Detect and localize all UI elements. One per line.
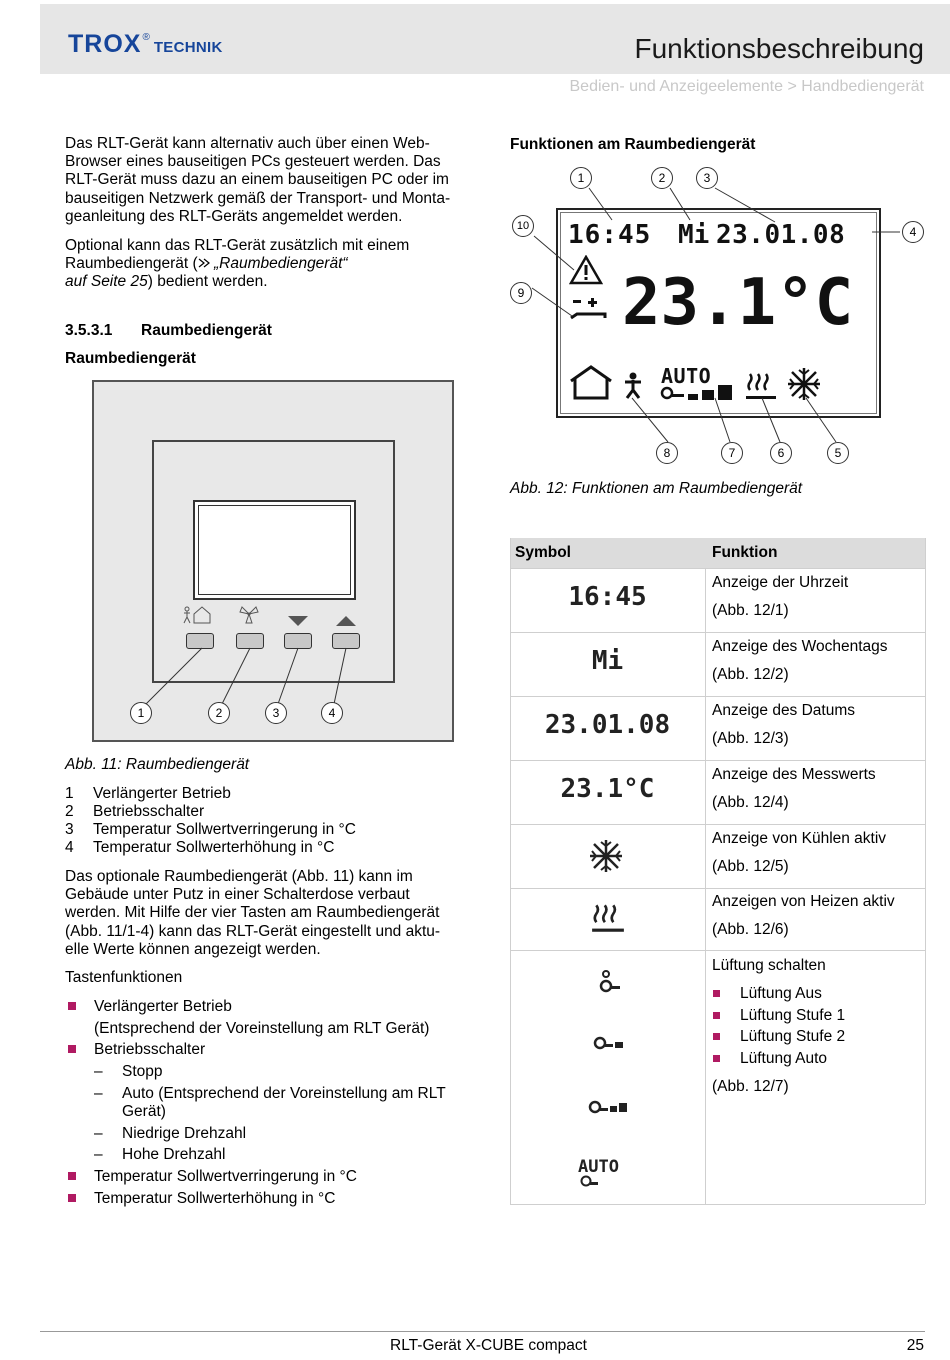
lcd-day: Mi xyxy=(678,220,710,250)
description-line: werden. Mit Hilfe der vier Tasten am Raumbediengerät xyxy=(65,904,440,922)
callout-circle: 1 xyxy=(570,167,592,189)
optional-line-text: Raumbediengerät ( xyxy=(65,255,198,273)
page-reference-link[interactable]: auf Seite 25 xyxy=(65,273,148,291)
symbol-date: 23.01.08 xyxy=(544,710,671,740)
description-line: Das optionale Raumbediengerät (Abb. 11) kann im xyxy=(65,868,413,885)
list-bullet xyxy=(713,990,720,997)
description-line: elle Werte können angezeigt werden. xyxy=(65,940,321,958)
breadcrumb: Bedien- und Anzeigeelemente > Handbediengerät xyxy=(569,78,924,95)
function-reference: (Abb. 12/5) xyxy=(712,858,789,875)
list-bullet xyxy=(68,1002,76,1010)
callout-circle: 7 xyxy=(721,442,743,464)
table-border xyxy=(510,538,511,1204)
function-text: Anzeige von Kühlen aktiv xyxy=(712,830,887,847)
fan-level-1-icon xyxy=(593,1034,627,1052)
device-display-inner xyxy=(198,505,351,595)
dash-text: Hohe Drehzahl xyxy=(122,1146,226,1163)
bullet-text: Temperatur Sollwertverringerung in °C xyxy=(94,1168,357,1185)
list-bullet xyxy=(68,1172,76,1180)
optional-line xyxy=(65,273,490,291)
ventilation-option: Lüftung Stufe 1 xyxy=(740,1007,846,1024)
ventilation-option: Lüftung Auto xyxy=(740,1050,828,1067)
function-text: Anzeigen von Heizen aktiv xyxy=(712,893,895,910)
list-dash: – xyxy=(94,1125,103,1142)
legend-text: Temperatur Sollwertverringerung in °C xyxy=(93,821,356,838)
table-row-divider xyxy=(510,760,925,761)
callout-circle: 3 xyxy=(696,167,718,189)
list-dash: – xyxy=(94,1085,103,1102)
bullet-text: Temperatur Sollwerterhöhung in °C xyxy=(94,1190,336,1207)
optional-paragraph xyxy=(65,237,490,292)
callout-circle: 10 xyxy=(512,215,534,237)
legend-number: 1 xyxy=(65,785,74,802)
optional-line-text: ) bedient werden. xyxy=(147,273,268,291)
function-text: Anzeige des Wochentags xyxy=(712,638,888,655)
callout-circle: 2 xyxy=(651,167,673,189)
lcd-temperature: 23.1°C xyxy=(622,266,854,340)
legend-text: Temperatur Sollwerterhöhung in °C xyxy=(93,839,335,856)
list-bullet xyxy=(68,1045,76,1053)
ventilation-reference: (Abb. 12/7) xyxy=(712,1078,789,1095)
down-arrow-icon xyxy=(286,614,310,628)
callout-circle: 8 xyxy=(656,442,678,464)
intro-line: geanleitung des RLT-Geräts angemeldet werden. xyxy=(65,207,403,225)
figure-heading: Raumbediengerät xyxy=(65,350,196,367)
fan-level-2-icon xyxy=(588,1098,630,1116)
symbol-time: 16:45 xyxy=(568,582,647,612)
legend-text: Verlängerter Betrieb xyxy=(93,785,231,802)
section-heading xyxy=(65,322,272,340)
list-bullet xyxy=(713,1055,720,1062)
table-row-divider xyxy=(510,632,925,633)
table-column-function: Funktion xyxy=(712,544,778,561)
intro-paragraph xyxy=(65,135,490,226)
table-row-divider xyxy=(510,568,925,569)
lcd-auto-label: AUTO xyxy=(661,364,712,388)
legend-number: 2 xyxy=(65,803,74,820)
dash-text: Auto (Entsprechend der Voreinstellung am RLT xyxy=(122,1085,446,1102)
logo-registered-mark: ® xyxy=(142,32,150,43)
bullet-subtext: (Entsprechend der Voreinstellung am RLT Gerät) xyxy=(94,1020,430,1037)
snowflake-icon xyxy=(588,838,624,874)
legend-text: Betriebsschalter xyxy=(93,803,205,820)
cross-reference-link[interactable]: „Raumbediengerät“ xyxy=(209,255,348,273)
intro-line: bauseitigen Netzwerk gemäß der Transport- und Monta- xyxy=(65,189,451,207)
table-column-divider xyxy=(705,568,706,1204)
function-text: Anzeige des Messwerts xyxy=(712,766,876,783)
logo-main-text: TROX xyxy=(68,30,142,58)
optional-line: Optional kann das RLT-Gerät zusätzlich mit einem xyxy=(65,237,410,254)
callout-circle: 1 xyxy=(130,702,152,724)
function-text: Anzeige der Uhrzeit xyxy=(712,574,849,591)
callout-circle: 5 xyxy=(827,442,849,464)
intro-line: Das RLT-Gerät kann alternativ auch über einen Web- xyxy=(65,135,430,152)
description-line: (Abb. 11/1-4) kann das RLT-Gerät eingestellt und aktu- xyxy=(65,922,441,940)
function-reference: (Abb. 12/3) xyxy=(712,730,789,747)
ventilation-title: Lüftung schalten xyxy=(712,957,826,974)
bullet-text: Verlängerter Betrieb xyxy=(94,998,232,1015)
list-bullet xyxy=(713,1033,720,1040)
function-text: Anzeige des Datums xyxy=(712,702,856,719)
optional-line xyxy=(65,255,490,273)
table-border xyxy=(925,538,926,1204)
document-title: Funktionsbeschreibung xyxy=(634,33,924,64)
callout-circle: 2 xyxy=(208,702,230,724)
description-paragraph xyxy=(65,868,490,959)
table-column-symbol: Symbol xyxy=(515,544,571,561)
ventilation-option: Lüftung Aus xyxy=(740,985,822,1002)
table-row-divider xyxy=(510,696,925,697)
fan-auto-label: AUTO xyxy=(578,1157,619,1177)
dash-text: Niedrige Drehzahl xyxy=(122,1125,247,1142)
intro-line: Browser eines bauseitigen PCs gesteuert werden. Das xyxy=(65,153,441,171)
callout-circle: 6 xyxy=(770,442,792,464)
table-row-divider xyxy=(510,950,925,951)
callout-circle: 3 xyxy=(265,702,287,724)
dash-text: Gerät) xyxy=(122,1103,166,1120)
footer-divider xyxy=(40,1331,925,1332)
cross-reference-icon xyxy=(198,257,210,269)
figure-12-caption: Abb. 12: Funktionen am Raumbediengerät xyxy=(510,480,803,497)
function-reference: (Abb. 12/4) xyxy=(712,794,789,811)
function-reference: (Abb. 12/2) xyxy=(712,666,789,683)
figure-11-caption: Abb. 11: Raumbediengerät xyxy=(65,756,250,773)
dash-text: Stopp xyxy=(122,1063,163,1080)
lcd-callout-lines xyxy=(510,160,930,470)
description-line: Gebäude unter Putz in einer Schalterdose verbaut xyxy=(65,886,410,904)
callout-circle: 4 xyxy=(902,221,924,243)
section-number: 3.5.3.1 xyxy=(65,322,113,339)
lcd-date: 23.01.08 xyxy=(716,220,846,250)
extended-operation-icon xyxy=(180,604,214,626)
list-bullet xyxy=(68,1194,76,1202)
function-reference: (Abb. 12/6) xyxy=(712,921,789,938)
ventilation-option: Lüftung Stufe 2 xyxy=(740,1028,846,1045)
fan-auto-icon xyxy=(580,1174,600,1188)
table-row-divider xyxy=(510,824,925,825)
legend-number: 4 xyxy=(65,839,74,856)
button-functions-heading: Tastenfunktionen xyxy=(65,969,183,986)
logo-sub-text: TECHNIK xyxy=(153,39,223,56)
table-row-divider xyxy=(510,888,925,889)
callout-circle: 4 xyxy=(321,702,343,724)
section-title: Raumbediengerät xyxy=(141,322,272,339)
list-bullet xyxy=(713,1012,720,1019)
legend-number: 3 xyxy=(65,821,74,838)
trox-logo xyxy=(68,30,223,60)
bullet-text: Betriebsschalter xyxy=(94,1041,206,1058)
page-number: 25 xyxy=(906,1337,924,1354)
intro-line: RLT-Gerät muss dazu an einem bauseitigen PC oder im xyxy=(65,171,449,189)
heating-icon xyxy=(590,900,626,936)
function-reference: (Abb. 12/1) xyxy=(712,602,789,619)
symbol-weekday: Mi xyxy=(591,646,624,676)
fan-switch-icon xyxy=(236,604,262,626)
list-dash: – xyxy=(94,1063,103,1080)
callout-circle: 9 xyxy=(510,282,532,304)
fan-off-icon xyxy=(598,968,622,994)
symbol-measured-value: 23.1°C xyxy=(560,774,655,804)
lcd-time: 16:45 xyxy=(568,220,652,250)
figure-12-title: Funktionen am Raumbediengerät xyxy=(510,136,756,153)
table-row-divider xyxy=(510,1204,925,1205)
up-arrow-icon xyxy=(334,614,358,628)
list-dash: – xyxy=(94,1146,103,1163)
footer-product-title: RLT-Gerät X-CUBE compact xyxy=(390,1337,587,1354)
